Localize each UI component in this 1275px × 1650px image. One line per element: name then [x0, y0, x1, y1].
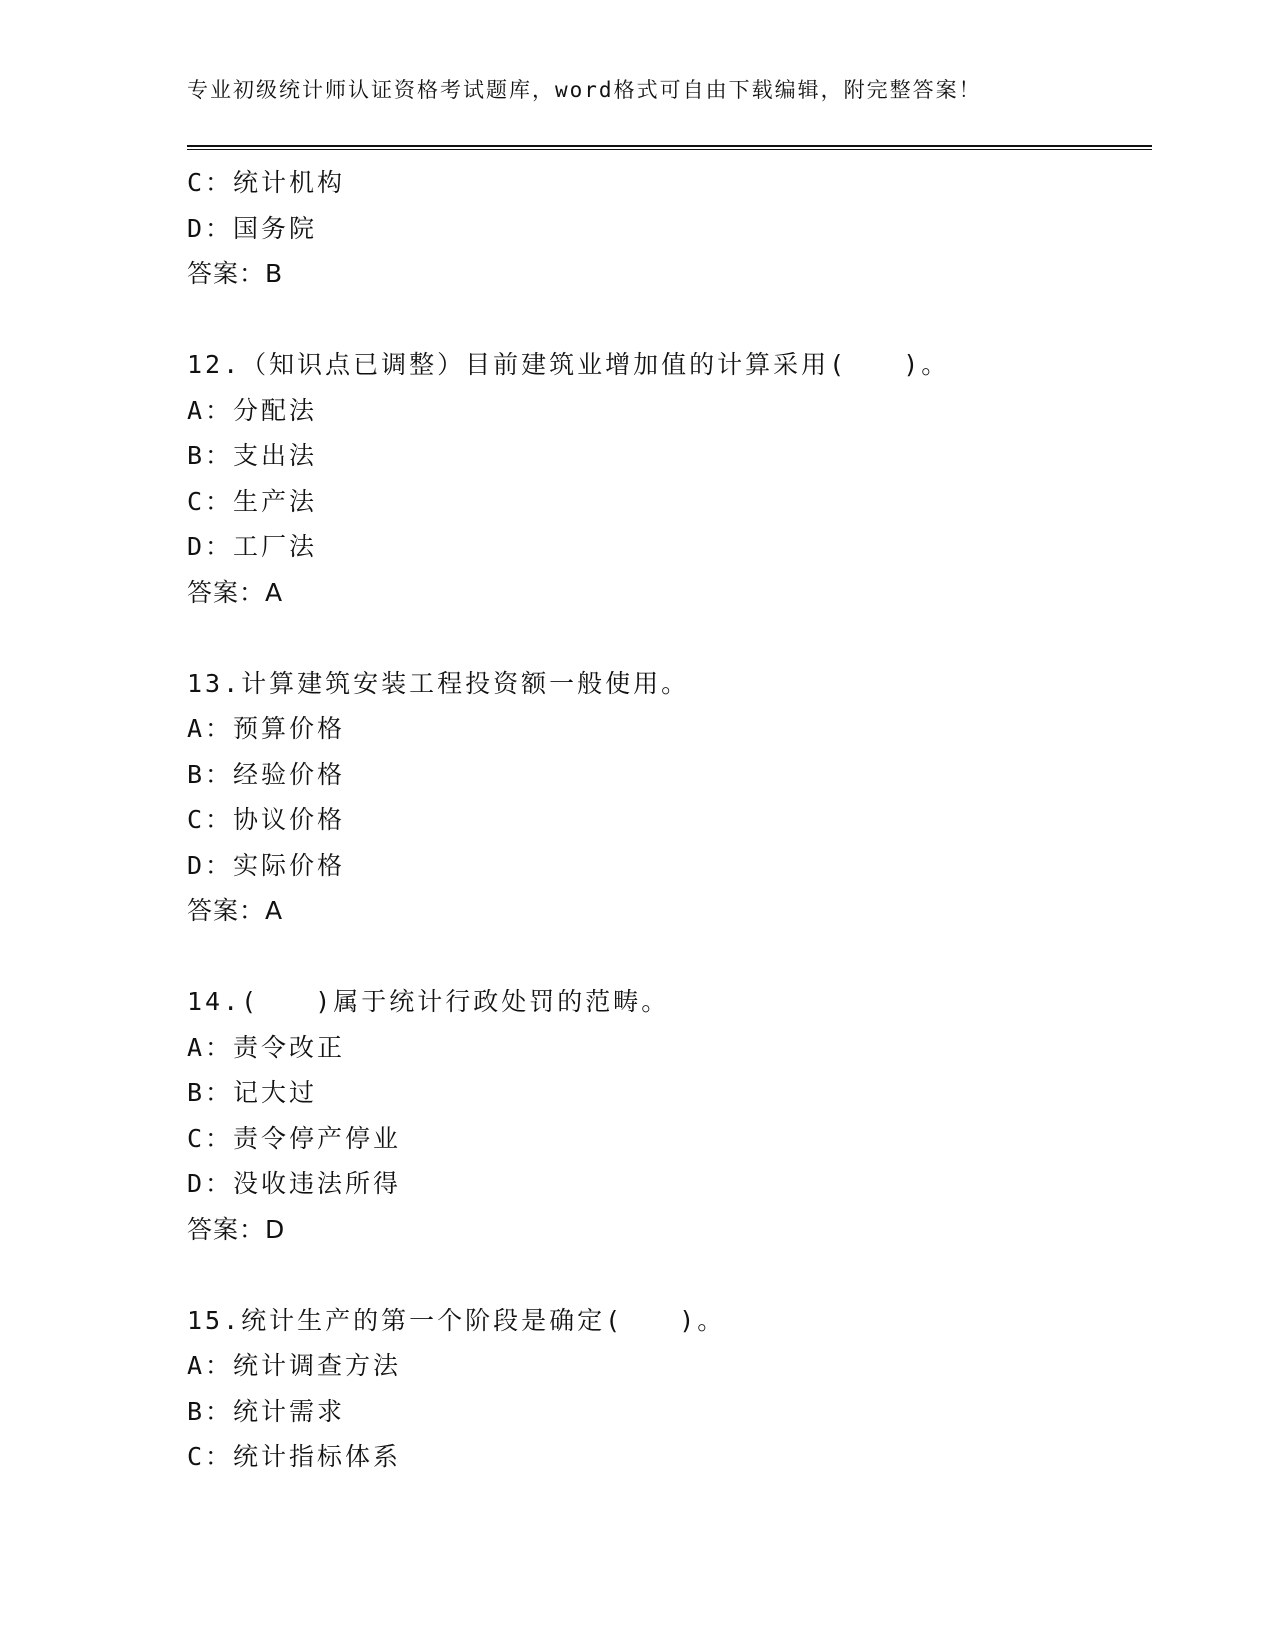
question-13 — [187, 661, 1152, 934]
option-b: B：统计需求 — [187, 1396, 346, 1426]
option-c: C：生产法 — [187, 486, 318, 516]
question-15 — [187, 1298, 1152, 1480]
option-d: D：没收违法所得 — [187, 1169, 402, 1198]
question-spacer — [187, 934, 1152, 980]
question-spacer — [187, 1252, 1152, 1298]
answer-line: 答案：B — [187, 259, 284, 288]
option-a: A：预算价格 — [187, 714, 346, 743]
header-divider — [187, 145, 1152, 150]
option-c: C：责令停产停业 — [187, 1123, 402, 1153]
option-b: B：支出法 — [187, 441, 318, 470]
question-stem: 14.( )属于统计行政处罚的范畴。 — [187, 987, 670, 1016]
option-d: D：实际价格 — [187, 850, 346, 880]
question-stem: 12.（知识点已调整）目前建筑业增加值的计算采用( )。 — [187, 350, 950, 379]
option-b: B：经验价格 — [187, 759, 346, 789]
option-a: A：责令改正 — [187, 1032, 346, 1062]
question-stem: 15.统计生产的第一个阶段是确定( )。 — [187, 1305, 726, 1335]
answer-line: 答案：D — [187, 1214, 286, 1244]
option-b: B：记大过 — [187, 1078, 318, 1107]
option-c: C：统计指标体系 — [187, 1442, 402, 1471]
option-a: A：统计调查方法 — [187, 1351, 402, 1380]
answer-line: 答案：A — [187, 896, 284, 925]
question-12 — [187, 342, 1152, 615]
option-c: C：统计机构 — [187, 168, 346, 197]
option-d: D：国务院 — [187, 213, 318, 243]
option-a: A：分配法 — [187, 395, 318, 425]
question-stem: 13.计算建筑安装工程投资额一般使用。 — [187, 668, 690, 698]
question-content — [187, 160, 1152, 1480]
option-c: C：协议价格 — [187, 805, 346, 834]
answer-line: 答案：A — [187, 577, 284, 607]
question-14 — [187, 979, 1152, 1252]
page-header: 专业初级统计师认证资格考试题库，word格式可自由下载编辑，附完整答案！ — [187, 78, 982, 102]
question-fragment — [187, 160, 1152, 297]
question-spacer — [187, 615, 1152, 661]
question-spacer — [187, 297, 1152, 343]
option-d: D：工厂法 — [187, 532, 318, 561]
